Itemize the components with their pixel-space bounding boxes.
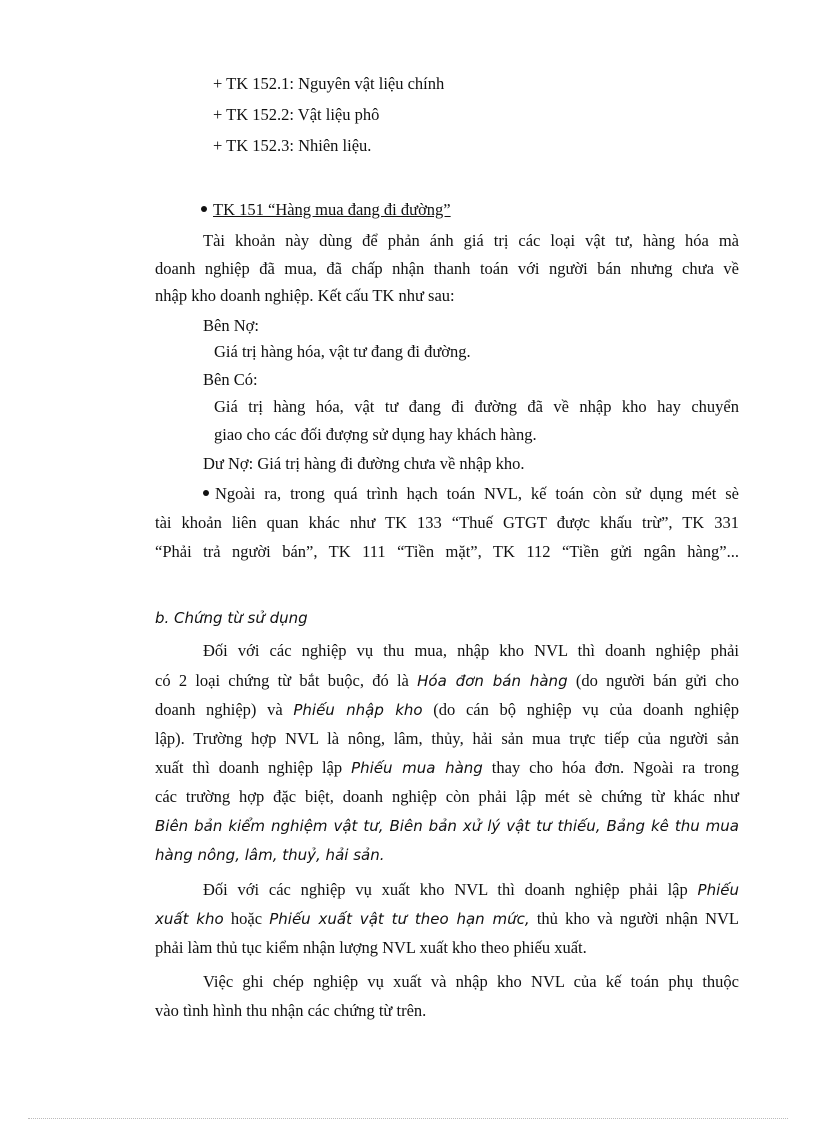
p2-line-2 <box>155 908 739 930</box>
credit-label: Bên Có: <box>203 370 258 389</box>
other-accounts-line-2: tài khoản liên quan khác như TK 133 “Thuế GTGT được khấu trừ”, TK 331 <box>155 513 739 532</box>
p1-line-4 <box>155 728 739 750</box>
debit-label: Bên Nợ: <box>203 316 259 335</box>
text-run: Phiếu xuất vật tư theo hạn mức, <box>269 910 530 928</box>
tk151-heading <box>201 199 451 221</box>
tk151-heading-text: TK 151 “Hàng mua đang đi đường” <box>213 200 451 219</box>
text-run: xuất thì doanh nghiệp lập <box>155 758 352 777</box>
p1-line-7 <box>155 815 739 837</box>
credit-line-1: Giá trị hàng hóa, vật tư đang đi đường đã về nhập kho hay chuyển <box>214 397 739 416</box>
other-accounts-text-1: Ngoài ra, trong quá trình hạch toán NVL, kế toán còn sử dụng mét sè <box>215 484 739 503</box>
text-run: Đối với các nghiệp vụ xuất kho NVL thì doanh nghiệp phải lập <box>203 880 698 899</box>
tk151-para-line-3: nhập kho doanh nghiệp. Kết cấu TK như sau: <box>155 286 455 305</box>
text-run: xuất kho <box>155 910 224 928</box>
text-run: Biên bản kiểm nghiệm vật tư, Biên bản xử lý vật tư thiếu, Bảng kê thu mua <box>155 817 739 835</box>
text-run: thủ kho và người nhận NVL <box>529 909 739 928</box>
text-run: (do cán bộ nghiệp vụ của doanh nghiệp <box>422 700 739 719</box>
text-run: doanh nghiệp) và <box>155 700 294 719</box>
text-run: Phiếu mua hàng <box>351 759 483 777</box>
p1-line-1 <box>203 640 739 662</box>
text-run: vào tình hình thu nhận các chứng từ trên. <box>155 1001 427 1020</box>
text-run: Phiếu <box>697 881 739 899</box>
text-run: hoặc <box>223 909 270 928</box>
account-line-152-1: + TK 152.1: Nguyên vật liệu chính <box>213 74 445 93</box>
bullet-icon <box>203 490 209 496</box>
tk151-para-line-2: doanh nghiệp đã mua, đã chấp nhận thanh toán với người bán nhưng chưa về <box>155 259 739 278</box>
p2-line-1 <box>203 879 739 901</box>
text-run: có 2 loại chứng từ bắt buộc, đó là <box>155 671 418 690</box>
text-run: các trường hợp đặc biệt, doanh nghiệp còn phải lập mét sè chứng từ khác như <box>155 787 739 806</box>
bullet-icon <box>201 206 207 212</box>
footer-divider <box>28 1118 788 1119</box>
tk151-para-line-1: Tài khoản này dùng để phản ánh giá trị các loại vật tư, hàng hóa mà <box>203 231 739 250</box>
text-run: thay cho hóa đơn. Ngoài ra trong <box>482 758 739 777</box>
text-run: phải làm thủ tục kiểm nhận lượng NVL xuất kho theo phiếu xuất. <box>155 938 587 957</box>
other-accounts-line-1 <box>203 483 739 505</box>
p3-line-1 <box>203 971 739 993</box>
p1-line-5 <box>155 757 739 779</box>
text-run: hàng nông, lâm, thuỷ, hải sản. <box>155 846 385 864</box>
account-line-152-2: + TK 152.2: Vật liệu phô <box>213 105 380 124</box>
account-line-152-3: + TK 152.3: Nhiên liệu. <box>213 136 372 155</box>
text-run: lập). Trường hợp NVL là nông, lâm, thủy, hải sản mua trực tiếp của người sản <box>155 729 739 748</box>
text-run: Việc ghi chép nghiệp vụ xuất và nhập kho NVL của kế toán phụ thuộc <box>203 972 739 991</box>
p1-line-3 <box>155 699 739 721</box>
balance-line: Dư Nợ: Giá trị hàng đi đường chưa về nhập kho. <box>203 454 525 473</box>
p1-line-2 <box>155 670 739 692</box>
text-run: Đối với các nghiệp vụ thu mua, nhập kho NVL thì doanh nghiệp phải <box>203 641 739 660</box>
section-b-heading: b. Chứng từ sử dụng <box>155 609 308 627</box>
credit-line-2: giao cho các đối đượng sử dụng hay khách hàng. <box>214 425 537 444</box>
p1-line-6 <box>155 786 739 808</box>
p3-line-2 <box>155 1000 426 1022</box>
other-accounts-line-3: “Phải trả người bán”, TK 111 “Tiền mặt”, TK 112 “Tiền gửi ngân hàng”... <box>155 542 739 561</box>
p1-line-8 <box>155 844 384 866</box>
text-run: (do người bán gửi cho <box>567 671 740 690</box>
debit-text: Giá trị hàng hóa, vật tư đang đi đường. <box>214 342 471 361</box>
text-run: Hóa đơn bán hàng <box>417 672 568 690</box>
text-run: Phiếu nhập kho <box>293 701 423 719</box>
p2-line-3 <box>155 937 587 959</box>
